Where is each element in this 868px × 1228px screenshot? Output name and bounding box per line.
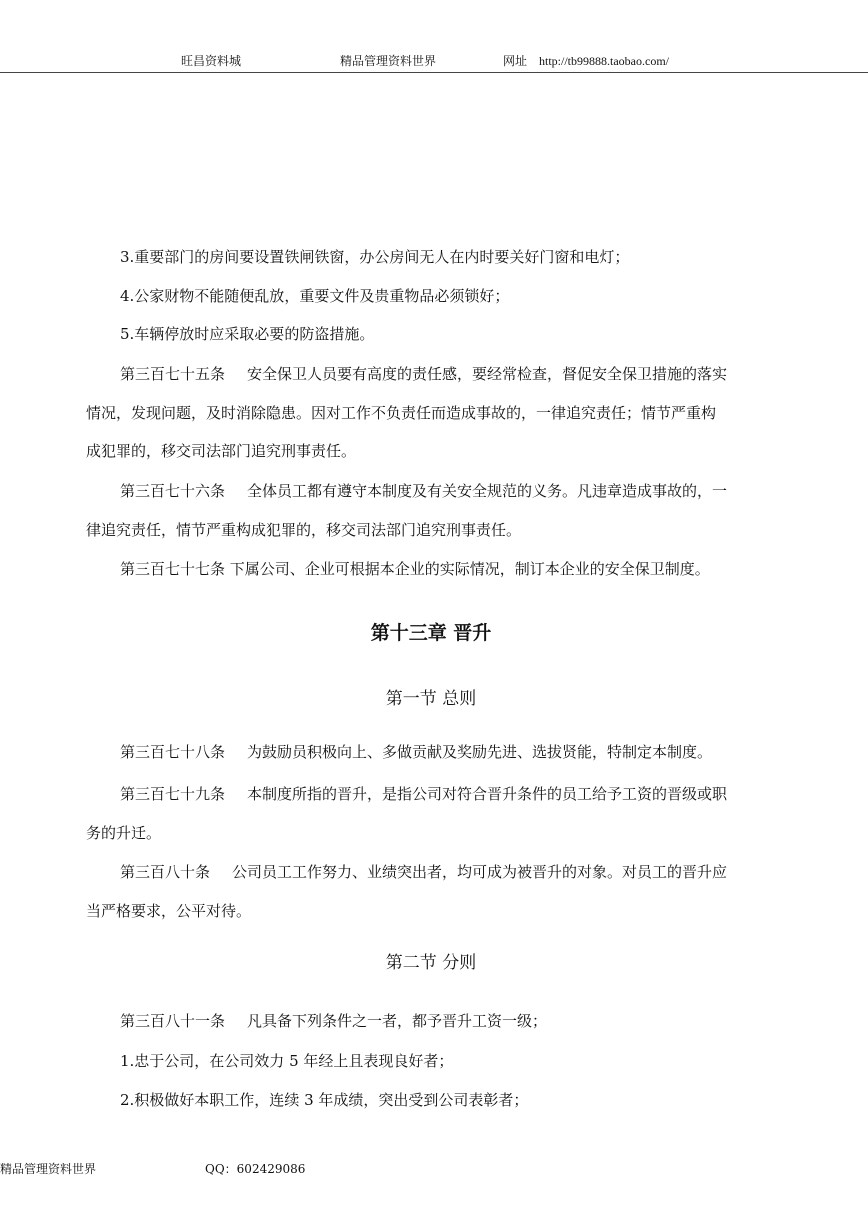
- article-379-title: 第三百七十九条: [120, 785, 226, 803]
- article-378-text-1: 为鼓励员积极向上、多做贡献及奖励先进、选拔贤能，特制定本制度。: [247, 743, 713, 761]
- article-380-line-2: 当严格要求，公平对待。: [86, 902, 252, 920]
- header-divider: [0, 72, 868, 73]
- header-url-label: 网址: [503, 54, 528, 68]
- article-375-line-1: [120, 363, 727, 385]
- article-381-line-1: [120, 1010, 547, 1032]
- header-site-name: 旺昌资料城: [181, 54, 242, 68]
- article-376-line-2: 律追究责任，情节严重构成犯罪的，移交司法部门追究刑事责任。: [86, 521, 522, 539]
- article-375-title: 第三百七十五条: [120, 365, 226, 383]
- article-376-line-1: [120, 480, 727, 502]
- article-381-text-1: 凡具备下列条件之一者，都予晋升工资一级；: [247, 1012, 548, 1030]
- article-376-text-1: 全体员工都有遵守本制度及有关安全规范的义务。凡违章造成事故的，一: [247, 482, 728, 500]
- article-379-text-1: 本制度所指的晋升，是指公司对符合晋升条件的员工给予工资的晋级或职: [247, 785, 728, 803]
- article-377: 第三百七十七条 下属公司、企业可根据本企业的实际情况，制订本企业的安全保卫制度。: [120, 560, 710, 578]
- article-381-title: 第三百八十一条: [120, 1012, 226, 1030]
- footer-site-name: 精品管理资料世界: [0, 1162, 97, 1176]
- article-375-line-2: 情况，发现问题，及时消除隐患。因对工作不负责任而造成事故的，一律追究责任；情节严重构: [86, 404, 717, 422]
- article-379-line-2: 务的升迁。: [86, 824, 162, 842]
- article-380-line-1: [120, 861, 727, 883]
- chapter-heading: 第十三章 晋升: [370, 622, 492, 644]
- section-2-heading: 第二节 分则: [385, 953, 477, 973]
- list-item-3: 3.重要部门的房间要设置铁闸铁窗，办公房间无人在内时要关好门窗和电灯；: [120, 248, 630, 266]
- article-375-text-1: 安全保卫人员要有高度的责任感，要经常检查，督促安全保卫措施的落实: [247, 365, 728, 383]
- list-item-4: 4.公家财物不能随便乱放，重要文件及贵重物品必须锁好；: [120, 287, 510, 305]
- section-1-heading: 第一节 总则: [385, 689, 477, 709]
- article-378-title: 第三百七十八条: [120, 743, 226, 761]
- article-381-item-1: 1.忠于公司，在公司效力 5 年经上且表现良好者；: [120, 1052, 454, 1070]
- header-center-title: 精品管理资料世界: [340, 54, 437, 68]
- list-item-5: 5.车辆停放时应采取必要的防盗措施。: [120, 325, 375, 343]
- article-381-item-2: 2.积极做好本职工作，连续 3 年成绩，突出受到公司表彰者；: [120, 1091, 529, 1109]
- header-url-link[interactable]: http://tb99888.taobao.com/: [539, 54, 669, 68]
- article-378-line-1: [120, 741, 712, 763]
- page-header: [0, 52, 868, 72]
- article-379-line-1: [120, 783, 727, 805]
- article-380-title: 第三百八十条: [120, 863, 211, 881]
- footer-qq: QQ：602429086: [205, 1162, 306, 1176]
- article-375-line-3: 成犯罪的，移交司法部门追究刑事责任。: [86, 442, 357, 460]
- header-url-block: [503, 52, 669, 69]
- article-376-title: 第三百七十六条: [120, 482, 226, 500]
- article-380-text-1: 公司员工工作努力、业绩突出者，均可成为被晋升的对象。对员工的晋升应: [232, 863, 728, 881]
